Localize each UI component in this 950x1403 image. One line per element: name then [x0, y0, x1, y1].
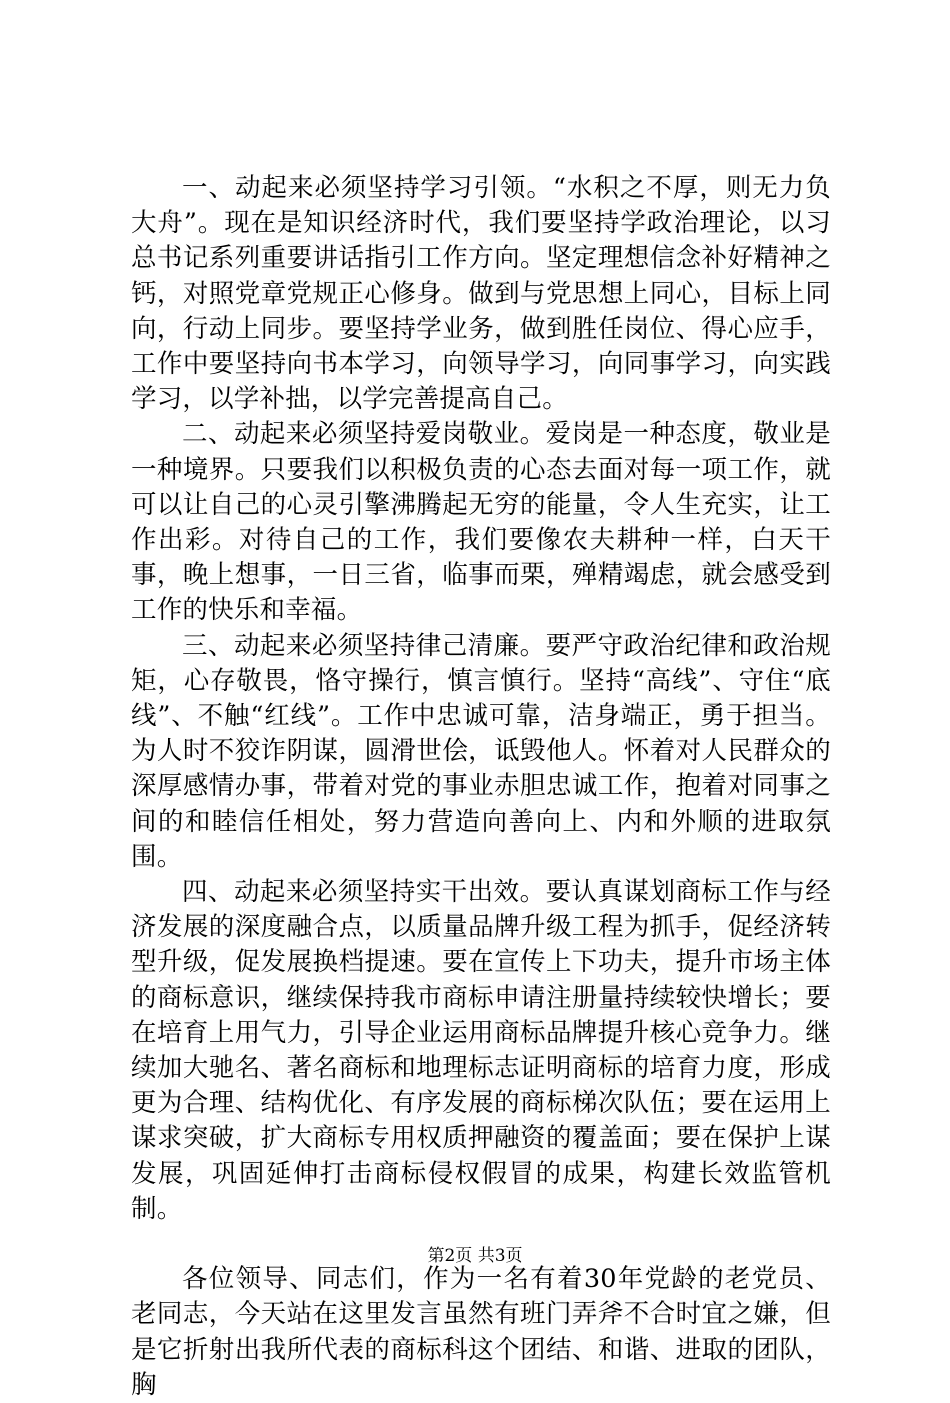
paragraph-dedication: 二、动起来必须坚持爱岗敬业。爱岗是一种态度，敬业是一种境界。只要我们以积极负责的心态去面对每一项工作，就可以让自己的心灵引擎沸腾起无穷的能量，令人生充实，让工作出彩。对待自己的工作，我们要像农夫耕种一样，白天干事，晚上想事，一日三省，临事而栗，殚精竭虑，就会感受到工作的快乐和幸福。	[131, 419, 831, 626]
paragraph-results: 四、动起来必须坚持实干出效。要认真谋划商标工作与经济发展的深度融合点，以质量品牌升级工程为抓手，促经济转型升级，促发展换档提速。要在宣传上下功夫，提升市场主体的商标意识，继续保持我市商标申请注册量持续较快增长；要在培育上用气力，引导企业运用商标品牌提升核心竞争力。继续加大驰名、著名商标和地理标志证明商标的培育力度，形成更为合理、结构优化、有序发展的商标梯次队伍；要在运用上谋求突破，扩大商标专用权质押融资的覆盖面；要在保护上谋发展，巩固延伸打击商标侵权假冒的成果，构建长效监管机制。	[131, 877, 831, 1224]
paragraph-integrity: 三、动起来必须坚持律己清廉。要严守政治纪律和政治规矩，心存敬畏，恪守操行，慎言慎行。坚持“高线”、守住“底线”、不触“红线”。工作中忠诚可靠，洁身端正，勇于担当。为人时不狡诈阴谋，圆滑世侩，诋毁他人。怀着对人民群众的深厚感情办事，带着对党的事业赤胆忠诚工作，抱着对同事之间的和睦信任相处，努力营造向善向上、内和外顺的进取氛围。	[131, 630, 831, 872]
paragraph-closing: 各位领导、同志们，作为一名有着30年党龄的老党员、老同志，今天站在这里发言虽然有班门弄斧不合时宜之嫌，但是它折射出我所代表的商标科这个团结、和谐、进取的团队，胸	[131, 1264, 831, 1400]
page-number-footer: 第2页 共3页	[427, 1246, 523, 1266]
paragraph-study: 一、动起来必须坚持学习引领。“水积之不厚，则无力负大舟”。现在是知识经济时代，我们要坚持学政治理论，以习总书记系列重要讲话指引工作方向。坚定理想信念补好精神之钙，对照党章党规正心修身。做到与党思想上同心，目标上同向，行动上同步。要坚持学业务，做到胜任岗位、得心应手，工作中要坚持向书本学习，向领导学习，向同事学习，向实践学习，以学补拙，以学完善提高自己。	[131, 173, 831, 415]
document-body	[131, 171, 831, 1403]
